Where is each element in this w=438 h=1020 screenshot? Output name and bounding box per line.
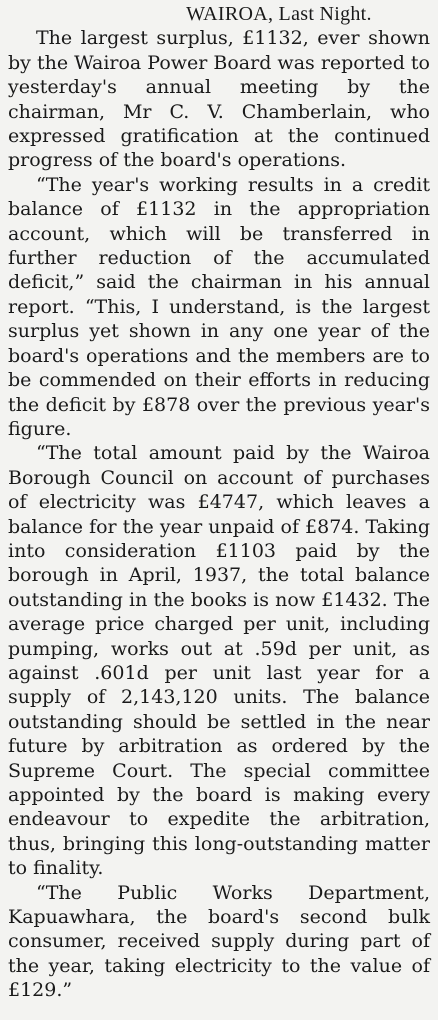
dateline: WAIROA, Last Night. [186, 3, 372, 25]
paragraph-public-works: “The Public Works Department, Kapuawhara, the board's second bulk consumer, received supply during part of the year, taking electricity to the value of £129.” [8, 881, 430, 1002]
paragraph-working-results: “The year's working results in a credit balance of £1132 in the appropriation account, which will be transferred in further reduction of the accumulated deficit,” said the chairman in his annual report. “This, I understand, is the largest surplus yet shown in any one year of the board's operations and the members are to be commended on their efforts in reducing the deficit by £878 over the previous year's figure. [8, 173, 430, 440]
paragraph-surplus: The largest surplus, £1132, ever shown by the Wairoa Power Board was reported to yesterday's annual meeting by the chairman, Mr C. V. Chamberlain, who expressed gratification at the continued progress of the board's operations. [8, 27, 430, 172]
paragraph-borough-council: “The total amount paid by the Wairoa Borough Council on account of purchases of electricity was £4747, which leaves a balance for the year unpaid of £874. Taking into consideration £1103 paid by the borough in April, 1937, the total balance outstanding in the books is now £1432. The average price charged per unit, including pumping, works out at .59d per unit, as against .601d per unit last year for a supply of 2,143,120 units. The balance outstanding should be settled in the near future by arbitration as ordered by the Supreme Court. The special committee appointed by the board is making every endeavour to expedite the arbitration, thus, bringing this long-outstanding matter to finality. [8, 442, 430, 880]
